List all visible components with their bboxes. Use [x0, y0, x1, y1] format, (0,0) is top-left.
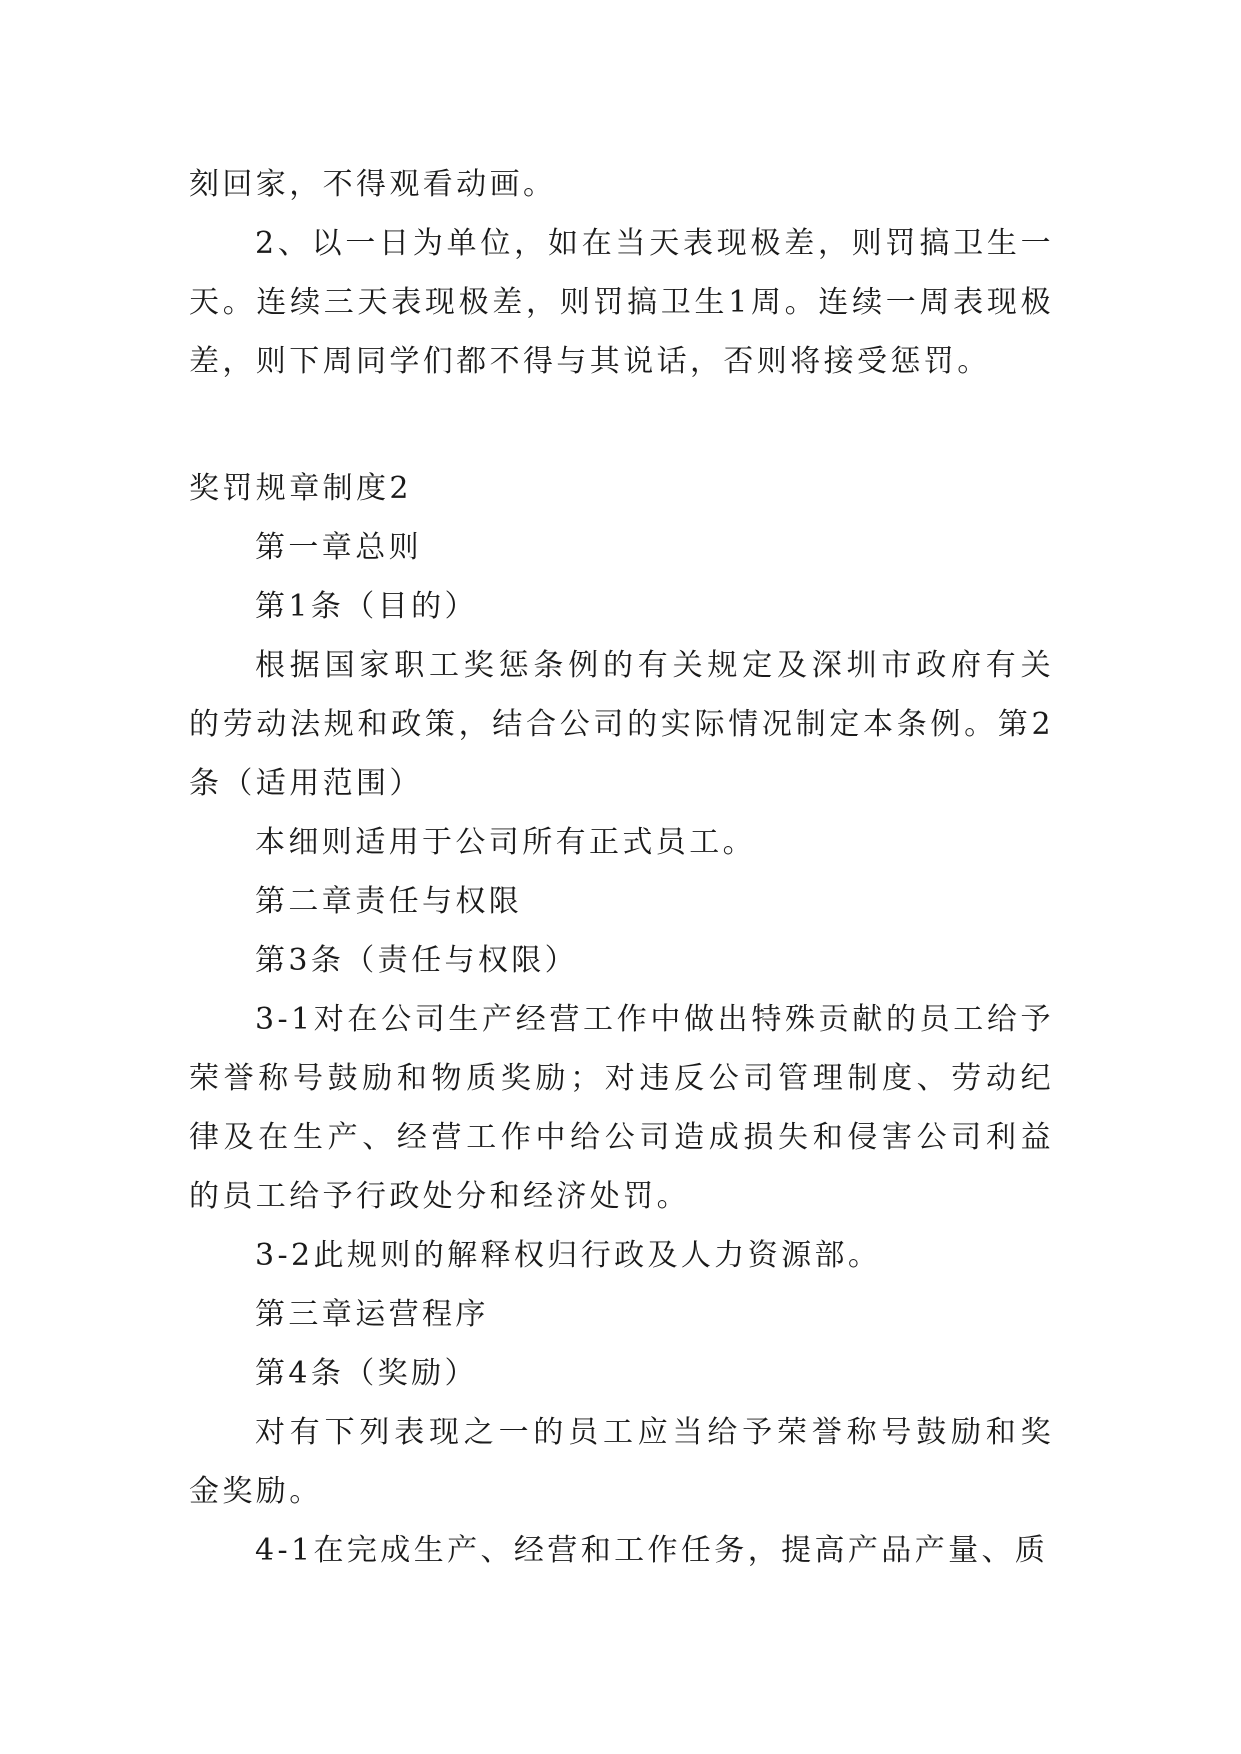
paragraph-continuation: 刻回家，不得观看动画。: [189, 167, 557, 202]
article-heading: 第3条（责任与权限）: [255, 943, 579, 978]
chapter-heading: 第三章运营程序: [255, 1297, 489, 1332]
chapter-heading: 第二章责任与权限: [255, 884, 523, 919]
article-heading: 第4条（奖励）: [255, 1356, 478, 1391]
paragraph-responsibility: 3-1对在公司生产经营工作中做出特殊贡献的员工给予荣誉称号鼓励和物质奖励；对违反公司管理制度、劳动纪律及在生产、经营工作中给公司造成损失和侵害公司利益的员工给予行政处分和经济处罚。: [189, 1002, 1054, 1214]
paragraph-reward-item: 4-1在完成生产、经营和工作任务，提高产品产量、质: [255, 1533, 1049, 1568]
paragraph-penalty-rule: 2、以一日为单位，如在当天表现极差，则罚搞卫生一天。连续三天表现极差，则罚搞卫生1周。连续一周表现极差，则下周同学们都不得与其说话，否则将接受惩罚。: [189, 226, 1054, 379]
paragraph-purpose: 根据国家职工奖惩条例的有关规定及深圳市政府有关的劳动法规和政策，结合公司的实际情况制定本条例。第2条（适用范围）: [189, 648, 1054, 801]
document-body: [189, 155, 1054, 1580]
paragraph-scope: 本细则适用于公司所有正式员工。: [255, 825, 756, 860]
article-heading: 第1条（目的）: [255, 589, 478, 624]
chapter-heading: 第一章总则: [255, 530, 422, 565]
section-title: 奖罚规章制度2: [189, 471, 412, 506]
paragraph-reward-intro: 对有下列表现之一的员工应当给予荣誉称号鼓励和奖金奖励。: [189, 1415, 1054, 1509]
paragraph-interpretation: 3-2此规则的解释权归行政及人力资源部。: [255, 1238, 882, 1273]
